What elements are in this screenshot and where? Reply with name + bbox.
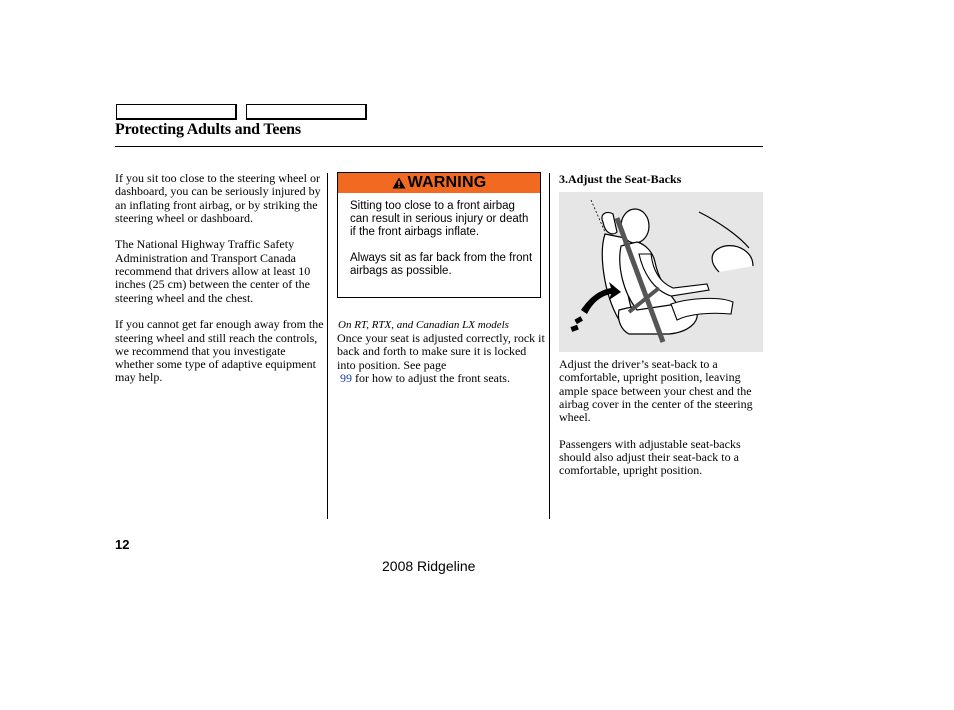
warning-box: [337, 172, 541, 298]
column-1: [115, 172, 325, 398]
column-divider-2: [549, 173, 550, 519]
paragraph: Adjust the driver’s seat-back to a comfortable, upright position, leaving ample space between your chest and the airbag cover in the center of the steering wheel.: [559, 357, 753, 425]
warning-triangle-icon: [392, 177, 406, 189]
column-3: [559, 358, 759, 491]
paragraph: If you sit too close to the steering wheel or dashboard, you can be seriously injured by an inflating front airbag, or by striking the steering wheel or dashboard.: [115, 171, 321, 225]
paragraph: The National Highway Traffic Safety Administration and Transport Canada recommend that drivers allow at least 10 inches (25 cm) between the center of the steering wheel and the chest.: [115, 237, 311, 305]
page-number: 12: [115, 537, 130, 552]
column-2: [337, 332, 547, 398]
seat-back-illustration: [559, 192, 763, 352]
page-title: Protecting Adults and Teens: [115, 121, 301, 138]
paragraph: If you cannot get far enough away from the steering wheel and still reach the controls, we recommend that you investigate whether some type of adaptive equipment may help.: [115, 317, 324, 385]
model-note: On RT, RTX, and Canadian LX models: [338, 319, 509, 331]
warning-label: WARNING: [407, 174, 487, 191]
paragraph: Passengers with adjustable seat-backs should also adjust their seat-back to a comfortable, upright position.: [559, 436, 741, 478]
paragraph: [337, 332, 547, 385]
warning-paragraph: Sitting too close to a front airbag can result in serious injury or death if the front airbags inflate.: [350, 200, 529, 238]
header-rule: [115, 146, 763, 147]
nav-button-1[interactable]: [116, 104, 237, 120]
nav-button-2[interactable]: [246, 104, 367, 120]
seat-lock-text: Once your seat is adjusted correctly, rock it back and forth to make sure it is locked into position. See page: [337, 331, 545, 372]
section-heading: 3.Adjust the Seat-Backs: [559, 172, 682, 186]
seat-adjust-text: for how to adjust the front seats.: [352, 370, 510, 385]
page-reference-link[interactable]: 99: [340, 370, 352, 385]
warning-text: [350, 200, 534, 291]
footer-model: 2008 Ridgeline: [382, 558, 476, 574]
warning-paragraph: Always sit as far back from the front airbags as possible.: [350, 252, 533, 277]
seat-illustration-drawing: [559, 192, 763, 352]
warning-header: [338, 173, 540, 193]
column-divider-1: [327, 173, 328, 519]
